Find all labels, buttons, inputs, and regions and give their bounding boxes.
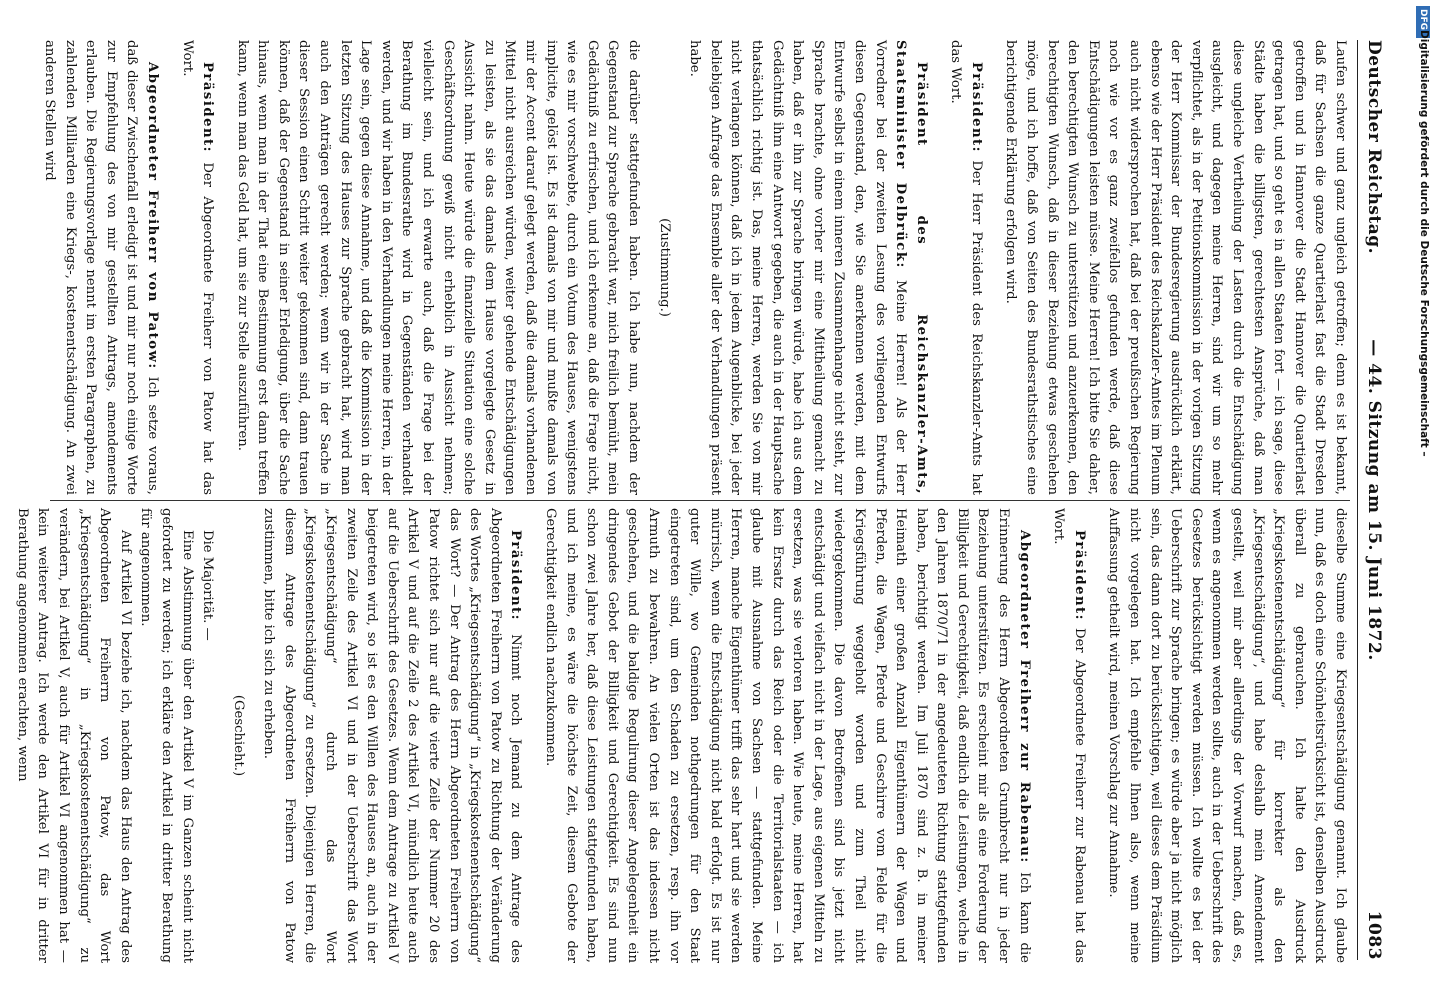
speaker-label: Präsident des Reichskanzler-Amts, Staatsminister Delbrück: bbox=[893, 40, 929, 495]
paragraph: Die Majorität. — bbox=[200, 530, 216, 641]
speaker-label: Präsident: bbox=[968, 62, 984, 154]
funding-note bbox=[1418, 30, 1430, 970]
interjection: (Zustimmung.) bbox=[656, 218, 672, 317]
paragraph: die darüber stattgefunden haben. Ich habe nun, nachdem der Gegenstand zur Sprache gebracht war, mich freilich bemüht, mein Gedächtniß zu erfrischen, und ich erkenne an, daß die Frage nicht, wie es mir vorschwebte, durch ein Votum des Hauses, wenigstens implicite, gelöst ist. Es ist damals von mir und mußte damals von mir der Accent darauf gelegt werden, daß die damals vorhandenen Mittel nicht ausreichen würden, weiter gehende Entschädigungen zu leisten, als sie das damals dem Hause vorgelegte Gesetz in Aussicht nahm. Heute würde die finanzielle Situation eine solche Geschäftsordnung gewiß nicht erheblich in Aussicht nehmen; vielleicht sein, und ich erwarte auch, daß die Frage bei der Berathung im Bundesrathe wird in Gegenständen verhandelt werden, und wir haben in den Verhandlungen meine Herren, in der Lage sein, gegen diese Annahme, und daß die Kommission in der letzten Sitzung des Hauses zur Sprache gebracht hat, wird man auch den Anträgen gerecht werden; wenn wir in der Sache in dieser Session einen Schritt weiter gekommen sind, dann trauen können, daß der Gegenstand in seiner Erledigung, über die Sache hinaus, wenn man in der That eine Bestimmung erst dann treffen kann, wenn man das Geld hat, um sie zur Stelle auszuführen. bbox=[234, 40, 641, 495]
speaker-label: Abgeordneter Freiherr zur Rabenau: bbox=[1016, 530, 1032, 864]
paragraph: Eine Abstimmung über den Artikel V im Ganzen scheint nicht gefordert zu werden; ich erkläre den Artikel in dritter Berathung für angenommen. bbox=[138, 508, 195, 963]
paragraph: Der Abgeordnete Freiherr zur Rabenau hat das Wort. bbox=[1051, 508, 1087, 963]
paragraph: Der Abgeordnete Freiherr von Patow hat das Wort. bbox=[179, 40, 216, 495]
paragraph: Auf Artikel VI beziehe ich, nachdem das Haus den Antrag des Abgeordneten Freiherrn von Patow, das Wort „Kriegsentschädigung“ in „Kriegskostenentschädigung“ zu verändern, bei Artikel V, auch für Artikel VI angenommen hat — kein weiterer Antrag. Ich werde den Artikel VI für in dritter Berathung angenommen erachten, wenn bbox=[14, 508, 133, 963]
speaker-label: Präsident: bbox=[1071, 530, 1087, 622]
paragraph: Nimmt noch Jemand zu dem Antrage des Abgeordneten Freiherrn von Patow zu Richtung der Veränderung des Wortes „Kriegsentschädigung“ in „Kriegskostenentschädigung“ das Wort? — Der Antrag des Herrn Abgeordneten Freiherrn von Patow richtet sich nur auf die vierte Zeile der Nummer 20 des Artikel V und auf die Zeile 2 des Artikel VI, mündlich heute auch auf die Ueberschrift des Gesetzes. Wenn dem Antrage zu Artikel V beigetreten wird, so ist es den Willen des Hauses an, auch in der zweiten Zeile des Artikel VI und in der Ueberschrift das Wort „Kriegsentschädigung“ durch das Wort „Kriegskostenentschädigung“ zu ersetzen. Diejenigen Herren, die diesem Antrage des Abgeordneten Freiherrn von Patow zustimmen, bitte ich sich zu erheben. bbox=[261, 508, 524, 963]
speaker-label: Präsident: bbox=[200, 62, 216, 154]
paragraph: Der Herr Präsident des Reichskanzler-Amts hat das Wort. bbox=[948, 40, 984, 495]
right-column bbox=[14, 508, 1350, 963]
paragraph: Laufen schwer und ganz ungleich getroffen; denn es ist bekannt, daß für Sachsen die ganze Quartierlast fast die Stadt Dresden getroffen und in Hannover die Stadt Hannover die Quartierlast getragen hat, und so geht es in allen Staaten fort — ich sage, diese Städte haben die billigsten, gerechtesten Ansprüche, daß man diese ungleiche Vertheilung der Lasten durch die Entschädigung ausgleicht, und dagegen meine Herren, sind wir um so mehr verpflichtet, als in der Petitionskommission in der vorigen Sitzung der Herr Kommissar der Bundesregierung ausdrücklich erklärt, ebenso wie der Herr Präsident des Reichskanzler-Amtes im Plenum auch nicht widersprochen hat, daß bei der preußischen Regierung noch wie vor es ganz zweifellos gefunden werde, daß diese Entschädigungen leisten müsse. Meine Herren! Ich bitte Sie daher, den berechtigten Wunsch zu unterstützen und anzuerkennen, den berechtigten Wunsch, daß in dieser Beziehung etwas geschehen möge, und ich hoffe, daß von Seiten des Bundesrathstisches eine berichtigende Erklärung erfolgen wird. bbox=[1003, 40, 1348, 495]
logo-text: DFG bbox=[1418, 9, 1428, 31]
funding-note-text: Digitalisierung gefördert durch die Deutsche Forschungsgemeinschaft – bbox=[1418, 30, 1430, 457]
paragraph: Meine Herren! Als der Herr Vorredner bei der zweiten Lesung des vorliegenden Entwurfs diesen Gegenstand, den, wie Sie anerkennen werden, mit dem Entwurfe selbst in einem inneren Zusammenhange nicht steht, zur Sprache brachte, ohne vorher mir eine Mittheilung gemacht zu haben, daß er ihn zur Sprache bringen würde, habe ich aus dem Gedächtniß ihm eine Antwort gegeben, die auch in der Hauptsache thatsächlich richtig ist. Das, meine Herren, werden Sie von mir nicht verlangen können, daß ich in jedem Augenblicke, bei jeder beliebigen Anfrage das Ensemble aller der Verhandlungen präsent habe. bbox=[687, 40, 909, 495]
header-session: — 44. Sitzung am 15. Juni 1872. bbox=[1364, 339, 1384, 661]
paragraph: Ich setze voraus, daß dieser Zwischenfall erledigt ist und mir nur noch einige Worte zur Empfehlung des von mir gestellten Antrags, amendements erlauben. Die Regierungsvorlage nennt im ersten Paragraphen, zu zahlenden Milliarden eine Kriegs-, kostenentschädigung. An zwei anderen Stellen wird bbox=[41, 40, 160, 496]
page-header bbox=[1357, 40, 1388, 960]
paragraph: dieselbe Summe eine Kriegsentschädigung genannt. Ich glaube nun, daß es doch eine Schönheitsrücksicht ist, denselben Ausdruck überall zu gebrauchen. Ich halte den Ausdruck „Kriegskostenentschädigung“ für korrekter als den „Kriegsentschädigung“, und habe deshalb mein Amendement gestellt, weil mir aber allerdings der Vorwurf machen, daß es, wenn es angenommen werden sollte, auch in der Ueberschrift des Gesetzes berücksichtigt werden müssen. Ich wollte es bei der Ueberschrift zur Sprache bringen; es würde aber ja nicht möglich sein, das dann dort zu berücksichtigen, weil dieses dem Präsidium nicht vorgelegen hat. Ich empfehle Ihnen also, wenn meine Auffassung getheilt wird, meinen Vorschlag zur Annahme. bbox=[1106, 508, 1348, 963]
paragraph: Ich kann die Erinnerung des Herrn Abgeordneten Grumbrecht nur in jeder Beziehung unterstützen. Es erscheint mir als eine Forderung der Billigkeit und Gerechtigkeit, daß endlich die Leistungen, welche in den Jahren 1870/71 in der angedeuteten Richtung stattgefunden haben, berichtigt werden. Im Juli 1870 sind z. B. in meiner Heimath einer großen Anzahl Eigenthümern der Wagen und Pferden, die Wagen, Pferde und Geschirre vom Felde für die Kriegsführung weggeholt worden und zum Theil nicht wiedergekommen. Die davon Betroffenen sind bis jetzt nicht entschädigt und vielfach nicht in der Lage, aus eigenen Mitteln zu ersetzen, was sie verloren haben. Wie heute, meine Herren, hat kein Ersatz durch das Reich oder die Territorialstaaten — ich glaube mit Ausnahme von Sachsen — stattgefunden. Meine Herren, manche Eigenthümer trifft das sehr hart und sie werden mürrisch, wenn die Entschädigung nicht bald erfolgt. Es ist nur guter Wille, wo Gemeinden nothgedrungen für den Staat eingetreten sind, um den Schaden zu ersetzen, resp. ihn vor Armuth zu bewahren. An vielen Orten ist das indessen nicht geschehen, und die baldige Regulirung dieser Angelegenheit ein dringendes Gebot der Billigkeit und Gerechtigkeit. Es sind nun schon zwei Jahre her, daß diese Leistungen stattgefunden haben, und ich meine, es wäre die höchste Zeit, diesem Gebote der Gerechtigkeit endlich nachzukommen. bbox=[543, 508, 1032, 963]
column-divider bbox=[50, 500, 1350, 501]
left-column bbox=[40, 40, 1350, 495]
speaker-label: Abgeordneter Freiherr von Patow: bbox=[144, 62, 160, 370]
speaker-label: Präsident: bbox=[508, 530, 524, 622]
page-number: 1083 bbox=[1364, 910, 1384, 960]
interjection: (Geschieht.) bbox=[230, 694, 246, 777]
header-title: Deutscher Reichstag. bbox=[1364, 40, 1384, 255]
